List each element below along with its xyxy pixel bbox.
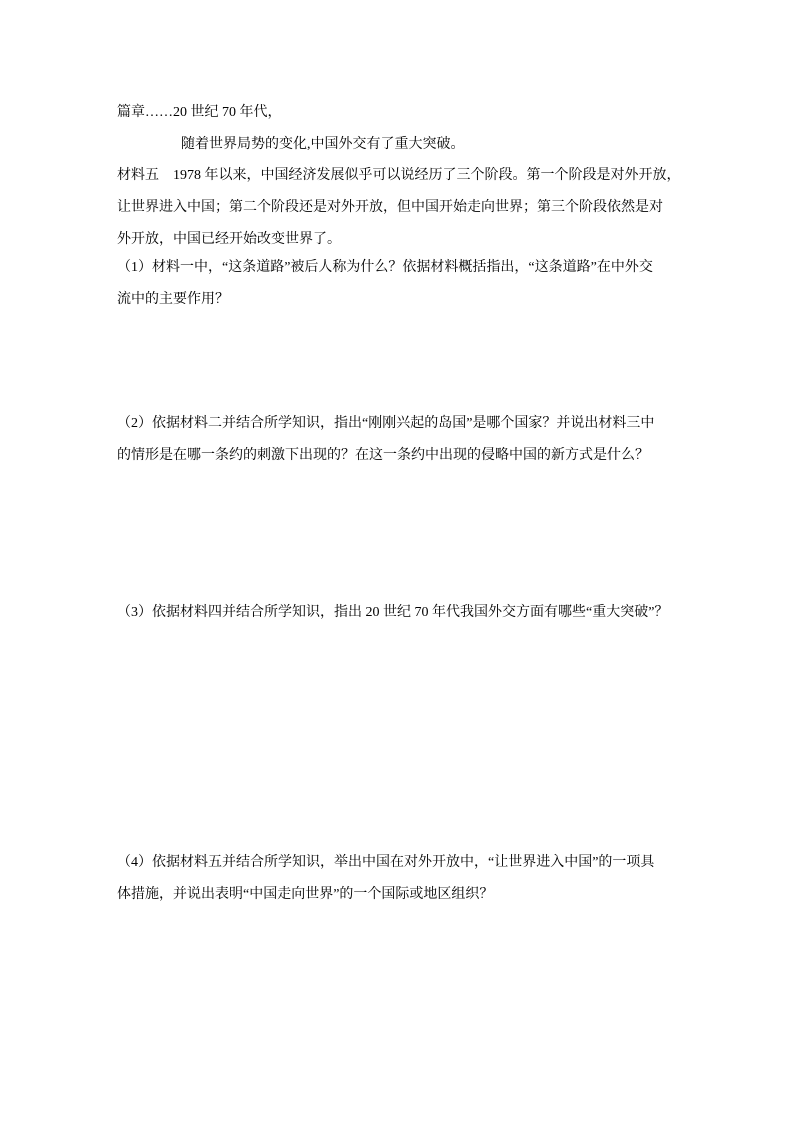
question-4-line-2: 体措施，并说出表明“中国走向世界”的一个国际或地区组织？ — [117, 887, 494, 902]
question-4-line-1: （4）依据材料五并结合所学知识，举出中国在对外开放中，“让世界进入中国”的一项具 — [117, 855, 655, 870]
material-four-tail-line-1: 篇章……20 世纪 70 年代， — [117, 105, 282, 120]
material-four-tail-line-2: 随着世界局势的变化,中国外交有了重大突破。 — [181, 137, 465, 152]
material-five-line-3: 外开放，中国已经开始改变世界了。 — [117, 232, 341, 247]
question-2-line-1: （2）依据材料二并结合所学知识，指出“刚刚兴起的岛国”是哪个国家？并说出材料三中 — [117, 416, 655, 431]
question-3-line-1: （3）依据材料四并结合所学知识，指出 20 世纪 70 年代我国外交方面有哪些“重大突破”？ — [117, 605, 669, 620]
material-five-line-2: 让世界进入中国；第二个阶段还是对外开放，但中国开始走向世界；第三个阶段依然是对 — [117, 200, 663, 215]
material-five-line-1: 材料五 1978 年以来，中国经济发展似乎可以说经历了三个阶段。第一个阶段是对外开放， — [117, 168, 681, 183]
question-2-line-2: 的情形是在哪一条约的刺激下出现的？在这一条约中出现的侵略中国的新方式是什么？ — [117, 448, 649, 463]
question-1-line-1: （1）材料一中，“这条道路”被后人称为什么？依据材料概括指出，“这条道路”在中外交 — [117, 260, 653, 275]
question-1-line-2: 流中的主要作用？ — [117, 292, 229, 307]
